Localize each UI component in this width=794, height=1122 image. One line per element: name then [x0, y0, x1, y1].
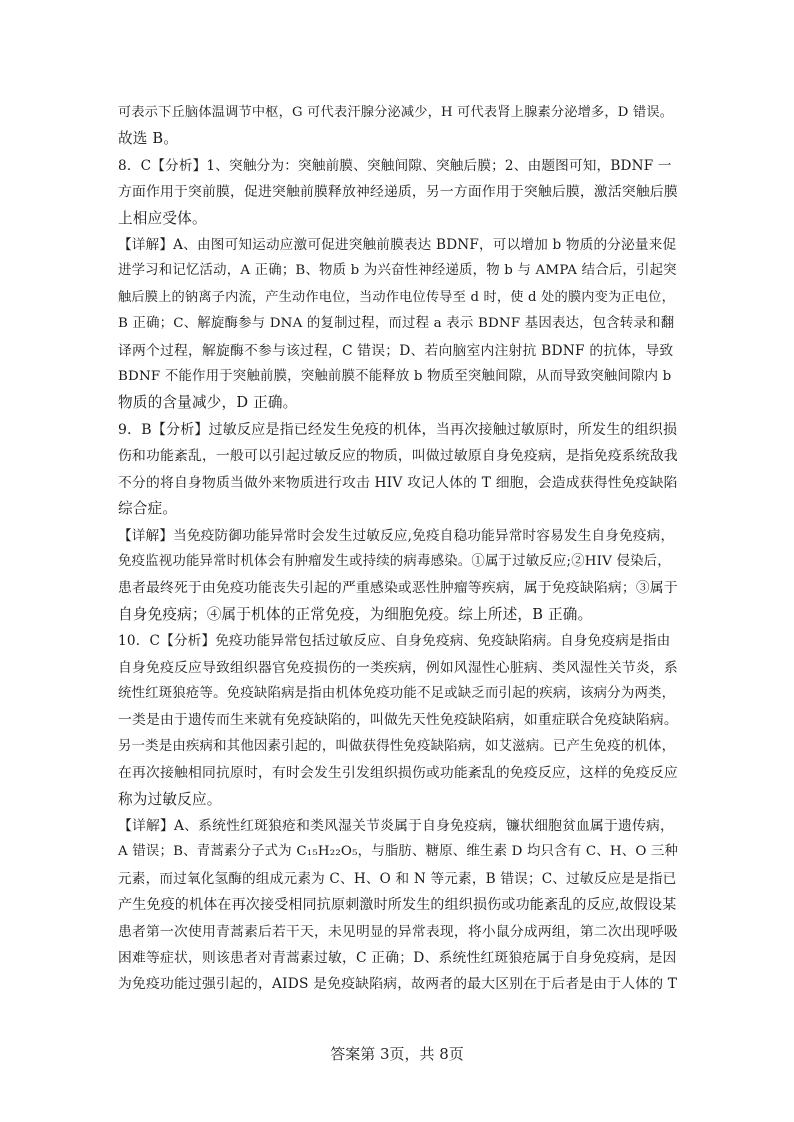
text-line: 译两个过程，解旋酶不参与该过程，C 错误；D、若向脑室内注射抗 BDNF 的抗体，导致 [118, 342, 674, 359]
text-line: 为免疫功能过强引起的，AIDS 是免疫缺陷病，故两者的最大区别在于后者是由于人体的 T [118, 976, 678, 993]
answer-text [118, 100, 678, 998]
text-line: 困难等症状，则该患者对青蒿素过敏，C 正确；D、系统性红斑狼疮属于自身免疫病，是因 [118, 950, 677, 966]
text-line: 可表示下丘脑体温调节中枢，G 可代表汗腺分泌减少，H 可代表肾上腺素分泌增多，D 错误。 [118, 105, 674, 120]
text-line: BDNF 不能作用于突触前膜，突触前膜不能释放 b 物质至突触间隙，从而导致突触间隙内 b [118, 369, 672, 385]
text-line: 故选 B。 [118, 130, 179, 148]
text-line: B 正确；C、解旋酶参与 DNA 的复制过程，而过程 a 表示 BDNF 基因表达，包含转录和翻 [118, 316, 675, 332]
text-line: 不分的将自身物质当做外来物质进行攻击 HIV 攻记人体的 T 细胞，会造成获得性免疫缺陷 [118, 474, 678, 491]
text-line: 进学习和记忆活动，A 正确；B、物质 b 为兴奋性神经递质，物 b 与 AMPA 结合后，引起突 [118, 263, 677, 279]
text-line: 统性红斑狼疮等。免疫缺陷病是指由机体免疫功能不足或缺乏而引起的疾病，该病分为两类， [118, 685, 676, 701]
text-line: 9．B【分析】过敏反应是指已经发生免疫的机体，当再次接触过敏原时，所发生的组织损 [118, 421, 678, 438]
text-line: 自身免疫反应导致组织器官免疫损伤的一类疾病，例如风湿性心脏病、类风湿性关节炎，系 [118, 659, 678, 676]
text-line: 10．C【分析】免疫功能异常包括过敏反应、自身免疫病、免疫缺陷病。自身免疫病是指由 [118, 633, 671, 650]
text-line: 伤和功能紊乱，一般可以引起过敏反应的物质，叫做过敏原自身免疫病，是指免疫系统敌我 [118, 448, 678, 465]
text-line: 8．C【分析】1、突触分为：突触前膜、突触间隙、突触后膜；2、由题图可知，BDNF 一 [118, 157, 672, 174]
text-line: 免疫监视功能异常时机体会有肿瘤发生或持续的病毒感染。①属于过敏反应;②HIV 侵染后， [118, 553, 671, 569]
text-line: 物质的含量减少，D 正确。 [118, 394, 298, 412]
text-line: 自身免疫病；④属于机体的正常免疫，为细胞免疫。综上所述，B 正确。 [118, 605, 593, 623]
page-footer: 答案第 3页，共 8页 [330, 1045, 464, 1063]
text-line: 【详解】当免疫防御功能异常时会发生过敏反应,免疫自稳功能异常时容易发生自身免疫病， [118, 527, 675, 544]
text-line: 【详解】A、由图可知运动应激可促进突触前膜表达 BDNF，可以增加 b 物质的分泌量来促 [118, 237, 677, 254]
text-line: 综合症。 [118, 500, 178, 518]
text-line: 方面作用于突前膜，促进突触前膜释放神经递质，另一方面作用于突触后膜，激活突触后膜 [118, 184, 678, 201]
text-line: 元素，而过氧化氢酶的组成元素为 C、H、O 和 N 等元素，B 错误；C、过敏反应是是指已 [118, 870, 677, 887]
text-line: 另一类是由疾病和其他因素引起的，叫做获得性免疫缺陷病，如艾滋病。已产生免疫的机体， [118, 738, 676, 754]
text-line: 触后膜上的钠离子内流，产生动作电位，当动作电位传导至 d 时，使 d 处的膜内变为正电位， [118, 289, 675, 305]
text-line: 患者第一次使用青蒿素后若干天，未见明显的异常表现，将小鼠分成两组，第二次出现呼吸 [118, 923, 678, 940]
text-line: 患者最终死于由免疫功能丧失引起的严重感染或恶性肿瘤等疾病，属于免疫缺陷病；③属于 [118, 580, 678, 597]
text-line: 称为过敏反应。 [118, 790, 222, 808]
text-line: 在再次接触相同抗原时，有时会发生引发组织损伤或功能紊乱的免疫反应，这样的免疫反应 [118, 765, 678, 782]
text-line: 【详解】A、系统性红斑狼疮和类风湿关节炎属于自身免疫病，镰状细胞贫血属于遗传病， [118, 817, 675, 834]
text-line: 产生免疫的机体在再次接受相同抗原刺激时所发生的组织损伤或功能紊乱的反应,故假设某 [118, 897, 677, 914]
text-line: 上相应受体。 [118, 209, 207, 227]
text-line: A 错误；B、青蒿素分子式为 C₁₅H₂₂O₅，与脂肪、糖原、维生素 D 均只含有 C、H、O 三种 [118, 844, 678, 860]
text-line: 一类是由于遗传而生来就有免疫缺陷的，叫做先天性免疫缺陷病，如重症联合免疫缺陷病。 [118, 712, 678, 729]
